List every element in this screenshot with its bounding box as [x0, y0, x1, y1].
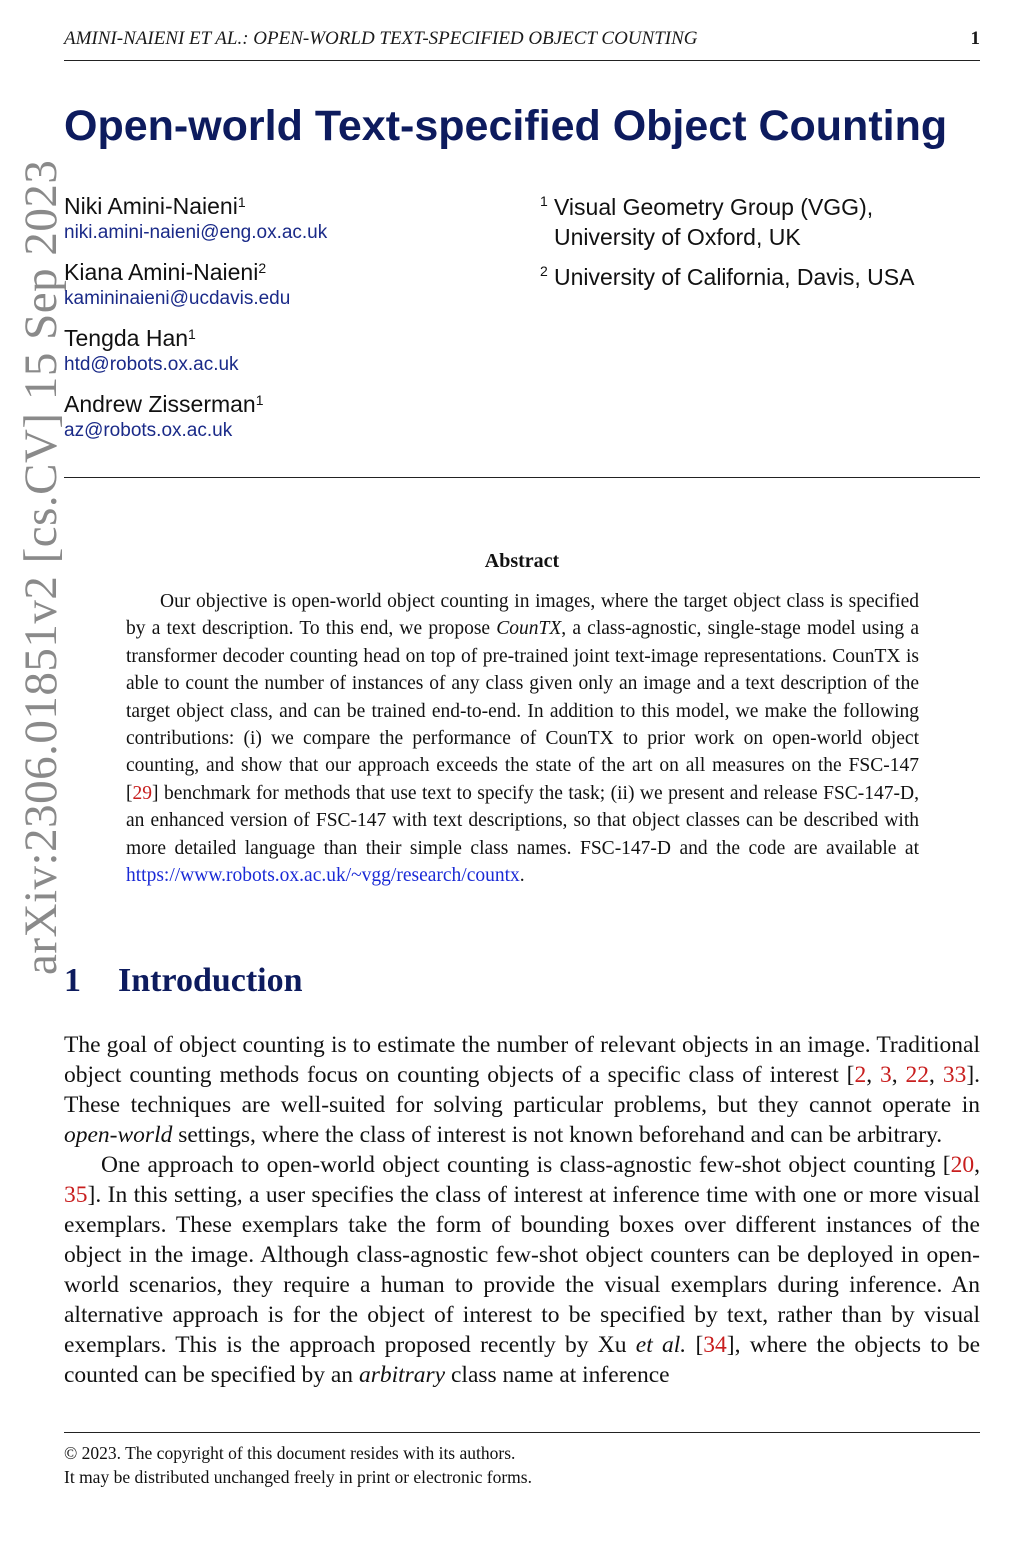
author-email-link[interactable]: az@robots.ox.ac.uk [64, 420, 233, 441]
arxiv-stamp: arXiv:2306.01851v2 [cs.CV] 15 Sep 2023 [15, 159, 67, 975]
section-heading: 1 Introduction [64, 962, 303, 999]
running-title: AMINI-NAIENI ET AL.: OPEN-WORLD TEXT-SPECIFIED OBJECT COUNTING [64, 28, 698, 49]
author-email-link[interactable]: niki.amini-naieni@eng.ox.ac.uk [64, 222, 328, 243]
running-header [64, 28, 980, 61]
author-name: Niki Amini-Naieni$^1$ [64, 193, 246, 219]
copyright-footer [64, 1432, 980, 1489]
citation-link[interactable]: 20 [950, 1152, 975, 1178]
paragraph: One approach to open-world object counting is class-agnostic few-shot object counting [20, 35]. In this setting, a user specifies the class of interest at inference time with one or more visual exemplars. These exemplars take the form of bounding boxes over different instances of the object in the image. Although class-agnostic few-shot object counters can be deployed in open-world scenarios, they require a human to provide the visual exemplars during inference. An alternative approach is for the object of interest to be specified by text, rather than by visual exemplars. This is the approach proposed recently by Xu et al. [34], where the objects to be counted can be specified by an arbitrary class name at inference [64, 1152, 980, 1388]
affiliation: 2 University of California, Davis, USA [540, 263, 915, 290]
title-divider [64, 477, 980, 478]
abstract-heading: Abstract [484, 550, 560, 572]
citation-link[interactable]: 35 [64, 1182, 88, 1208]
author-name: Andrew Zisserman$^1$ [64, 391, 264, 417]
project-url-link[interactable]: https://www.robots.ox.ac.uk/~vgg/research/countx [126, 865, 520, 887]
paper-title: Open-world Text-specified Object Counting [64, 102, 948, 150]
author-name: Kiana Amini-Naieni$^2$ [64, 259, 267, 285]
author-block [64, 258, 524, 312]
affiliation: 1 Visual Geometry Group (VGG), University of Oxford, UK [540, 193, 874, 250]
author-list [64, 192, 524, 456]
author-block [64, 390, 524, 444]
author-email-link[interactable]: kamininaieni@ucdavis.edu [64, 288, 291, 309]
distribution-line: It may be distributed unchanged freely in print or electronic forms. [64, 1467, 532, 1487]
citation-link[interactable]: 33 [942, 1062, 967, 1088]
citation-link[interactable]: 3 [880, 1062, 892, 1088]
citation-link[interactable]: 2 [854, 1062, 867, 1088]
author-email-link[interactable]: htd@robots.ox.ac.uk [64, 354, 239, 375]
citation-link[interactable]: 34 [703, 1332, 727, 1358]
copyright-line: © 2023. The copyright of this document resides with its authors. [64, 1443, 516, 1463]
paragraph: The goal of object counting is to estimate the number of relevant objects in an image. Traditional object counting methods focus on counting objects of a specific class of interest [2, 3, 22, 33]. These techniques are well-suited for solving particular problems, but they cannot operate in open-world settings, where the class of interest is not known beforehand and can be arbitrary. [64, 1032, 981, 1148]
affiliation-list [540, 192, 980, 302]
intro-body [64, 1030, 980, 1390]
abstract-text: Our objective is open-world object counting in images, where the target object class is specified by a text description. To this end, we propose CounTX, a class-agnostic, single-stage model using a transformer decoder counting head on top of pre-trained joint text-image representations. CounTX is able to count the number of instances of any class given only an image and a text description of the target object class, and can be trained end-to-end. In addition to this model, we make the following contributions: (i) we compare the performance of CounTX to prior work on open-world object counting, and show that our approach exceeds the state of the art on all measures on the FSC-147 [29] benchmark for methods that use text to specify the task; (ii) we present and release FSC-147-D, an enhanced version of FSC-147 with text descriptions, so that object classes can be described with more detailed language than their simple class names. FSC-147-D and the code are available at https://www.robots.ox.ac.uk/~vgg/research/countx. [126, 591, 919, 887]
citation-link[interactable]: 29 [132, 782, 152, 804]
author-name: Tengda Han$^1$ [64, 325, 196, 351]
author-block [64, 324, 524, 378]
citation-link[interactable]: 22 [905, 1062, 930, 1088]
page-number: 1 [970, 28, 980, 49]
author-block [64, 192, 524, 246]
